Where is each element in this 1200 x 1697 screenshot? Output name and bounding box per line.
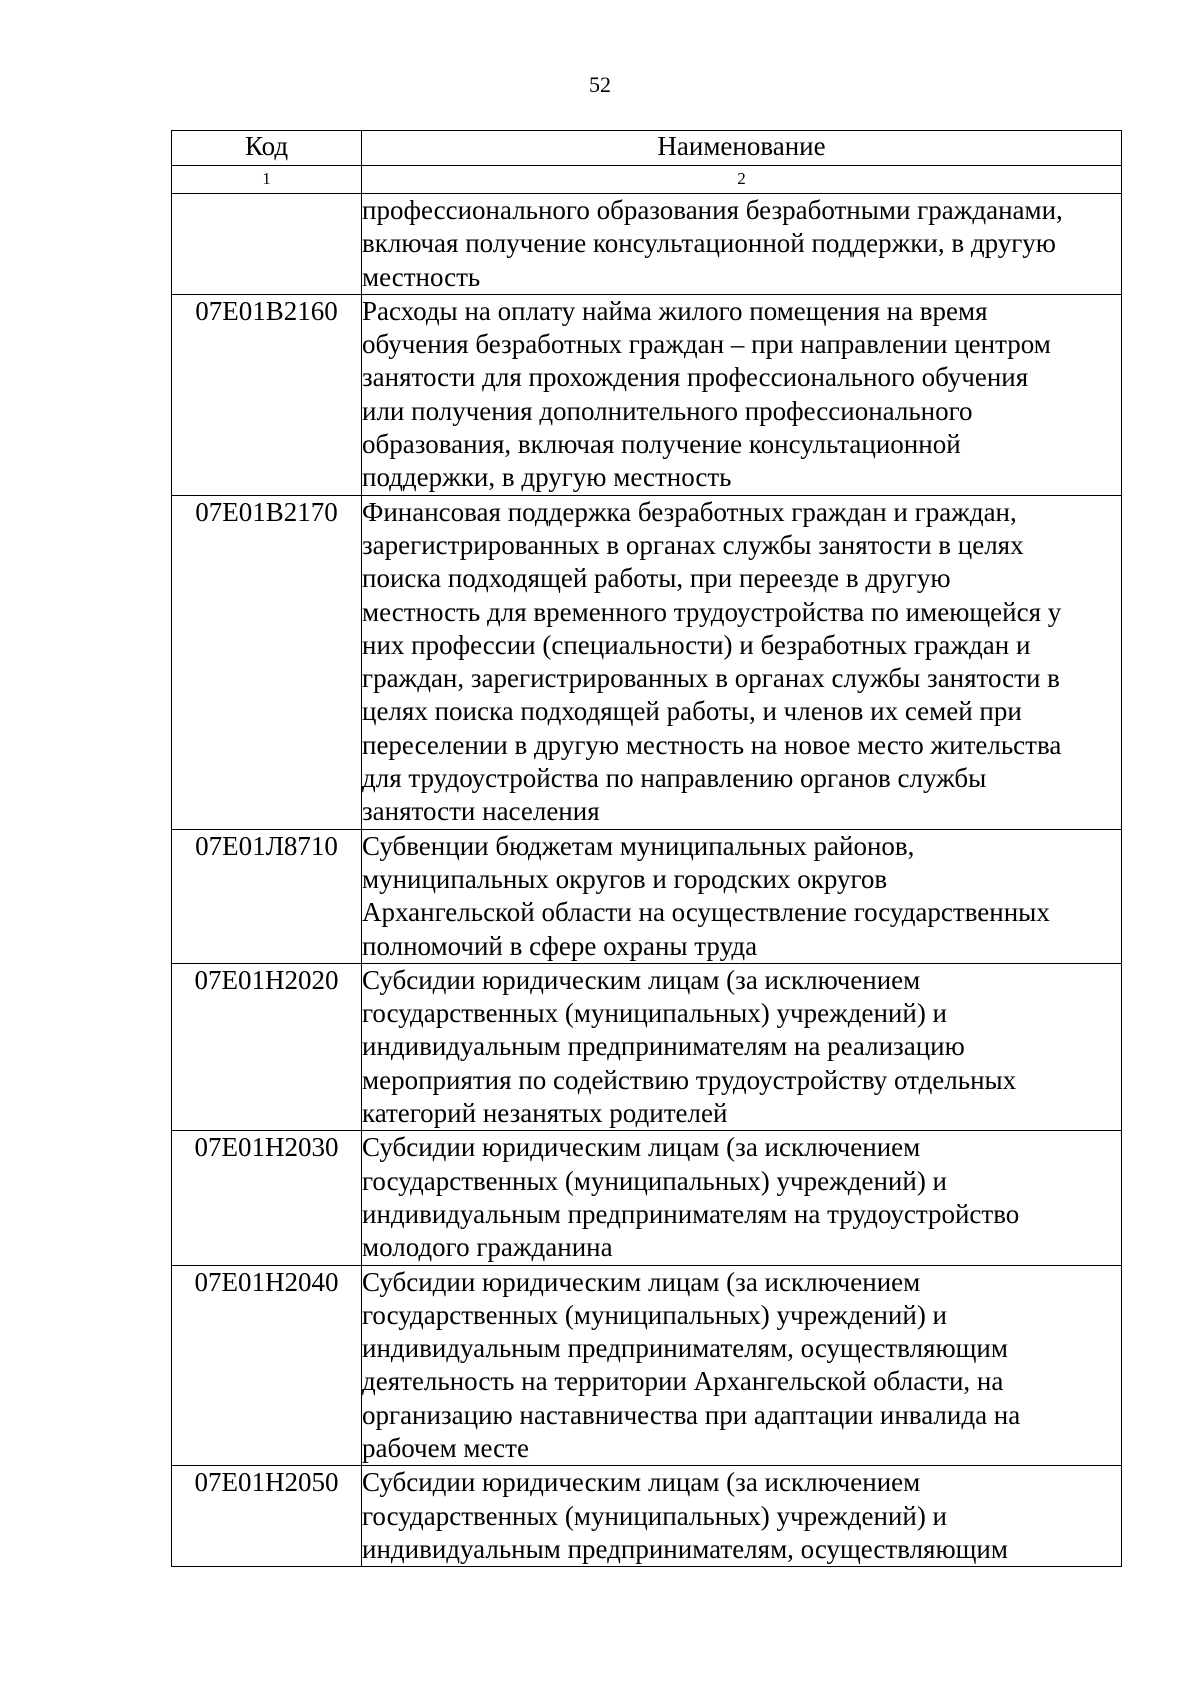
row-code: 07Е01В2170: [172, 495, 362, 829]
row-code: 07Е01Н2050: [172, 1466, 362, 1567]
budget-code-table: [171, 130, 1122, 1567]
table-row: [172, 963, 1122, 1130]
column-header-name: Наименование: [362, 131, 1122, 166]
column-number-row: [172, 166, 1122, 194]
column-number-name: 2: [362, 166, 1122, 194]
row-name: Субсидии юридическим лицам (за исключением государственных (муниципальных) учреждений) и индивидуальным предпринимателям на реализацию мероприятия по содействию трудоустройству отдельных категорий незанятых родителей: [362, 963, 1122, 1130]
table-row: [172, 1265, 1122, 1466]
table-row: [172, 829, 1122, 963]
row-code: 07Е01Н2040: [172, 1265, 362, 1466]
row-name: Субсидии юридическим лицам (за исключением государственных (муниципальных) учреждений) и индивидуальным предпринимателям на трудоустройство молодого гражданина: [362, 1131, 1122, 1265]
row-name: Субсидии юридическим лицам (за исключением государственных (муниципальных) учреждений) и индивидуальным предпринимателям, осуществляющим деятельность на территории Архангельской области, на организацию наставничества при адаптации инвалида на рабочем месте: [362, 1265, 1122, 1466]
row-code: 07Е01В2160: [172, 294, 362, 495]
row-code: 07Е01Н2020: [172, 963, 362, 1130]
table-row: [172, 495, 1122, 829]
row-name: профессионального образования безработными гражданами, включая получение консультационной поддержки, в другую местность: [362, 194, 1122, 295]
row-code: 07Е01Л8710: [172, 829, 362, 963]
table-header-row: [172, 131, 1122, 166]
column-header-code: Код: [172, 131, 362, 166]
row-name: Субсидии юридическим лицам (за исключением государственных (муниципальных) учреждений) и индивидуальным предпринимателям, осуществляющим: [362, 1466, 1122, 1567]
table-row: [172, 1466, 1122, 1567]
row-name: Финансовая поддержка безработных граждан и граждан, зарегистрированных в органах службы занятости в целях поиска подходящей работы, при переезде в другую местность для временного трудоустройства по имеющейся у них профессии (специальности) и безработных граждан и граждан, зарегистрированных в органах службы занятости в целях поиска подходящей работы, и членов их семей при переселении в другую местность на новое место жительства для трудоустройства по направлению органов службы занятости населения: [362, 495, 1122, 829]
row-name: Расходы на оплату найма жилого помещения на время обучения безработных граждан – при направлении центром занятости для прохождения профессионального обучения или получения дополнительного профессионального образования, включая получение консультационной поддержки, в другую местность: [362, 294, 1122, 495]
table-row: [172, 294, 1122, 495]
table-row: [172, 1131, 1122, 1265]
row-code: [172, 194, 362, 295]
page-number: 52: [589, 72, 611, 97]
table-row: [172, 194, 1122, 295]
row-name: Субвенции бюджетам муниципальных районов, муниципальных округов и городских округов Архангельской области на осуществление государственных полномочий в сфере охраны труда: [362, 829, 1122, 963]
column-number-code: 1: [172, 166, 362, 194]
row-code: 07Е01Н2030: [172, 1131, 362, 1265]
